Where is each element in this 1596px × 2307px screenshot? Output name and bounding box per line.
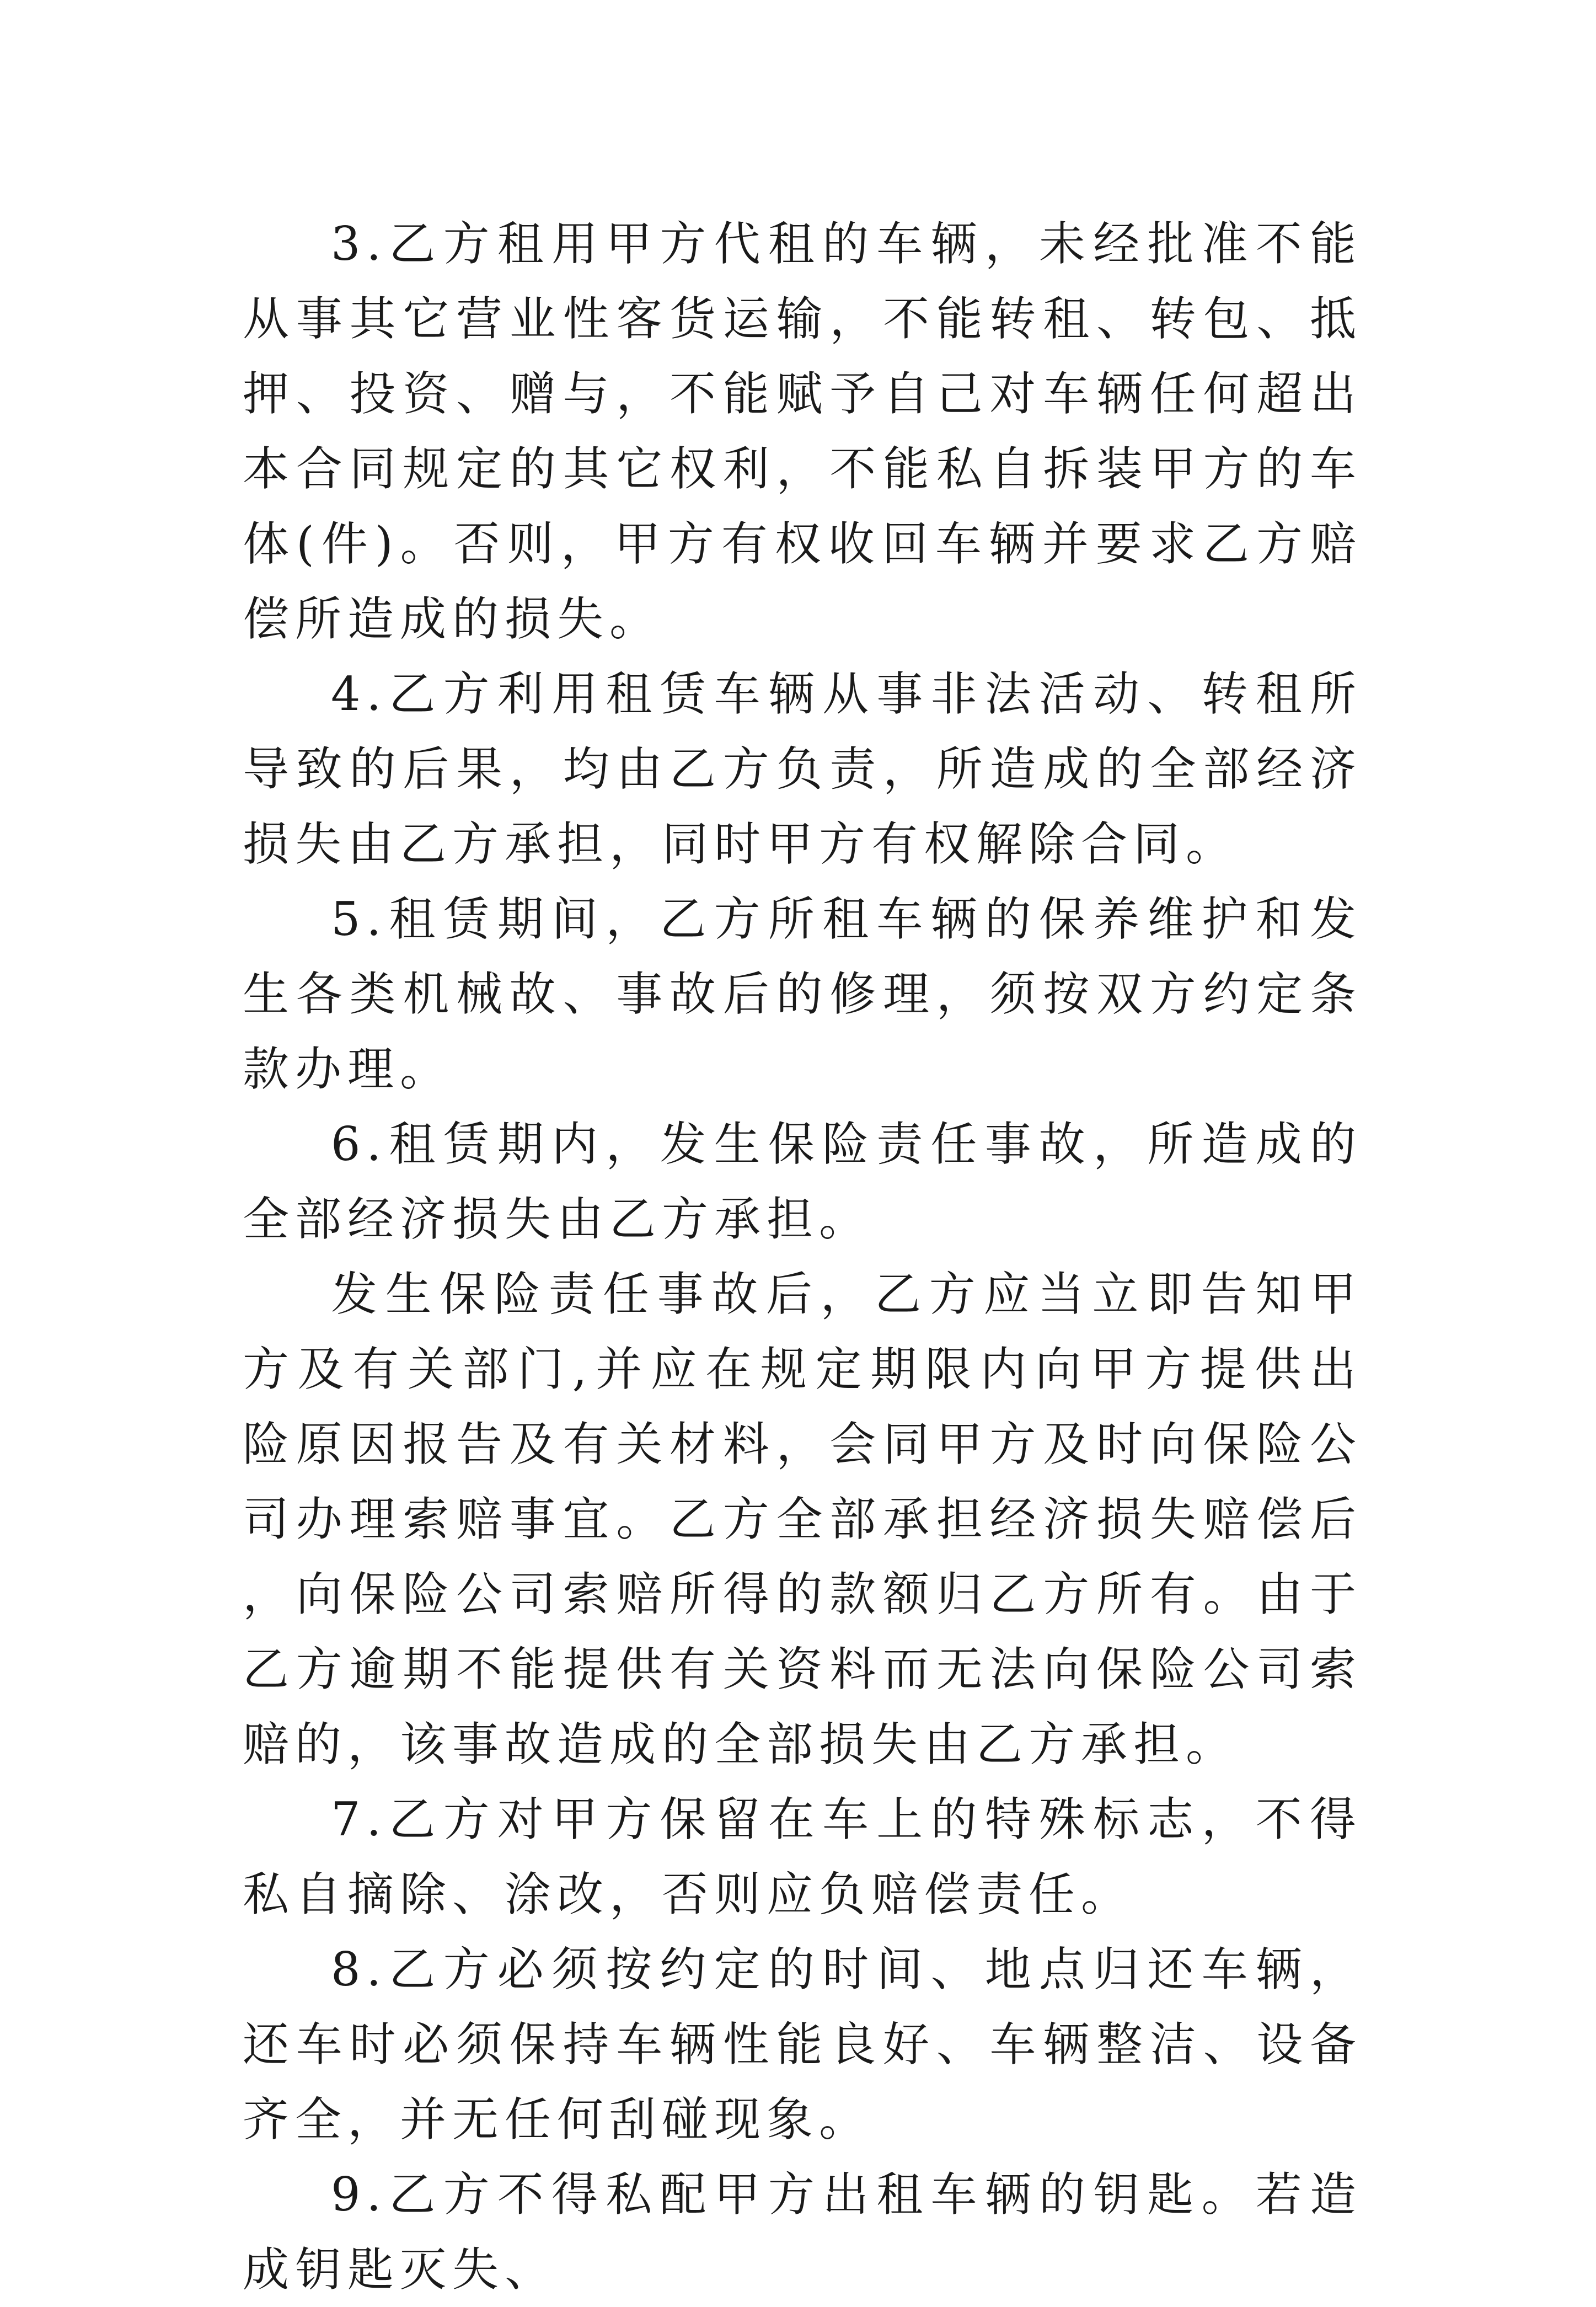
paragraph-clause-6: 6.租赁期内，发生保险责任事故，所造成的全部经济损失由乙方承担。	[243, 1117, 1362, 1246]
paragraph-clause-3: 3.乙方租用甲方代租的车辆，未经批准不能从事其它营业性客货运输，不能转租、转包、抵押、投资、赠与，不能赋予自己对车辆任何超出本合同规定的其它权利，不能私自拆装甲方的车体(件)。否则，甲方有权收回车辆并要求乙方赔偿所造成的损失。	[243, 217, 1362, 646]
document-body	[243, 206, 1362, 2307]
paragraph-clause-4: 4.乙方利用租赁车辆从事非法活动、转租所导致的后果，均由乙方负责，所造成的全部经济损失由乙方承担，同时甲方有权解除合同。	[243, 667, 1362, 871]
paragraph-insurance-claim: 发生保险责任事故后，乙方应当立即告知甲方及有关部门,并应在规定期限内向甲方提供出险原因报告及有关材料，会同甲方及时向保险公司办理索赔事宜。乙方全部承担经济损失赔偿后，向保险公司索赔所得的款额归乙方所有。由于乙方逾期不能提供有关资料而无法向保险公司索赔的，该事故造成的全部损失由乙方承担。	[243, 1267, 1362, 1771]
paragraph-clause-8: 8.乙方必须按约定的时间、地点归还车辆，还车时必须保持车辆性能良好、车辆整洁、设备齐全，并无任何刮碰现象。	[243, 1942, 1362, 2146]
paragraph-clause-7: 7.乙方对甲方保留在车上的特殊标志，不得私自摘除、涂改，否则应负赔偿责任。	[243, 1792, 1362, 1921]
paragraph-clause-5: 5.租赁期间，乙方所租车辆的保养维护和发生各类机械故、事故后的修理，须按双方约定条款办理。	[243, 892, 1362, 1096]
paragraph-clause-9: 9.乙方不得私配甲方出租车辆的钥匙。若造成钥匙灭失、	[243, 2167, 1362, 2297]
